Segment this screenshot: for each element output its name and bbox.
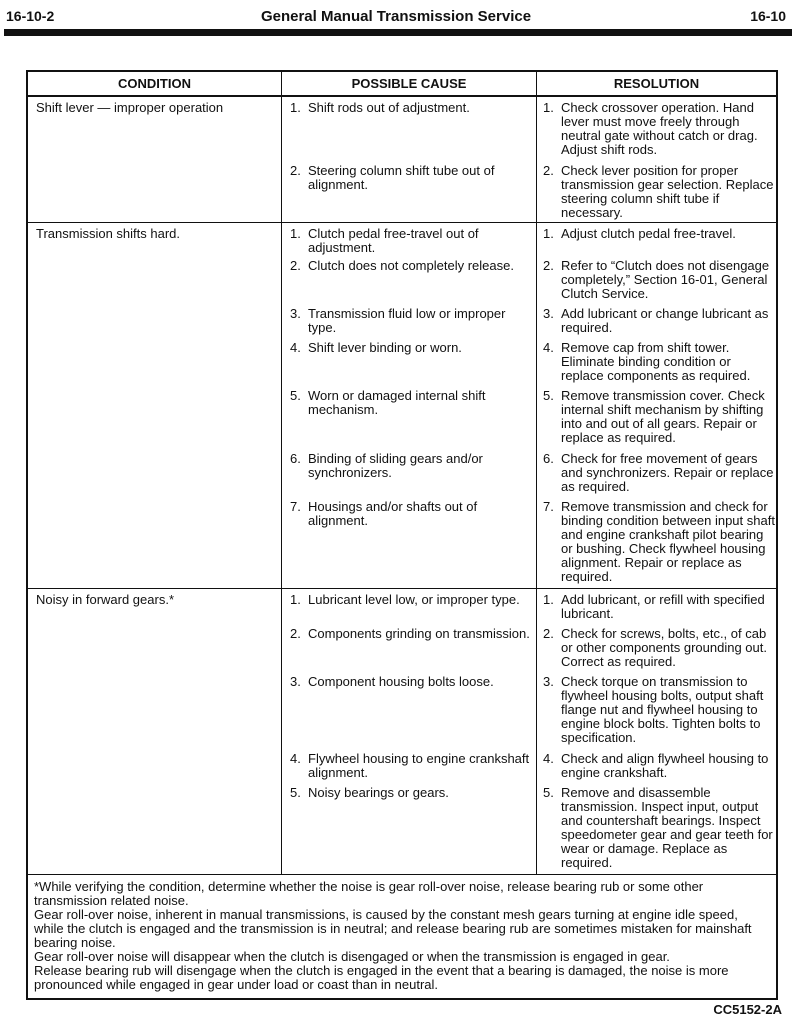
table-group bbox=[28, 223, 776, 589]
cause-item: 3. Transmission fluid low or improper type. bbox=[290, 306, 506, 335]
page-title: General Manual Transmission Service bbox=[260, 8, 532, 25]
footnote bbox=[28, 875, 776, 998]
cause-item: 5. Worn or damaged internal shift mechanism. bbox=[290, 388, 486, 417]
page-number-left: 16-10-2 bbox=[6, 8, 55, 24]
cause-item: 2. Components grinding on transmission. bbox=[290, 626, 530, 641]
resolution-item: 4. Check and align flywheel housing to engine crankshaft. bbox=[543, 751, 769, 780]
resolution-item: 1. Check crossover operation. Hand lever must move freely through neutral gate without catch or drag. Adjust shift rods. bbox=[543, 100, 758, 157]
table-group bbox=[28, 97, 776, 223]
cause-item: 3. Component housing bolts loose. bbox=[290, 674, 494, 689]
cause-item: 1. Clutch pedal free-travel out of adjustment. bbox=[290, 226, 479, 255]
cause-item: 7. Housings and/or shafts out of alignment. bbox=[290, 499, 478, 528]
figure-code: CC5152-2A bbox=[713, 1002, 782, 1017]
resolution-column bbox=[537, 97, 776, 222]
header-condition: CONDITION bbox=[28, 72, 282, 95]
resolution-item: 4. Remove cap from shift tower. Eliminate binding condition or replace components as required. bbox=[543, 340, 751, 383]
resolution-item: 3. Check torque on transmission to flywheel housing bolts, output shaft flange nut and flywheel housing to engine block bolts. Tighten bolts to specification. bbox=[543, 674, 764, 745]
resolution-item: 2. Check lever position for proper transmission gear selection. Replace steering column shift tube if necessary. bbox=[543, 163, 774, 220]
resolution-item: 6. Check for free movement of gears and synchronizers. Repair or replace as required. bbox=[543, 451, 774, 494]
cause-item: 4. Flywheel housing to engine crankshaft alignment. bbox=[290, 751, 530, 780]
footnote-paragraph: Release bearing rub will disengage when the clutch is engaged in the event that a bearing is damaged, the noise is more pronounced while engaged in gear under load or coast than in neutral. bbox=[34, 963, 729, 992]
cause-item: 1. Lubricant level low, or improper type. bbox=[290, 592, 520, 607]
header-possible-cause: POSSIBLE CAUSE bbox=[282, 72, 537, 95]
condition-cell: Transmission shifts hard. bbox=[28, 223, 282, 588]
cause-column bbox=[282, 97, 537, 222]
resolution-item: 7. Remove transmission and check for binding condition between input shaft and engine crankshaft pilot bearing or bushing. Check flywheel housing alignment. Repair or replace as required. bbox=[543, 499, 775, 584]
resolution-item: 5. Remove transmission cover. Check internal shift mechanism by shifting into and out of all gears. Repair or replace as required. bbox=[543, 388, 765, 445]
resolution-item: 5. Remove and disassemble transmission. Inspect input, output and countershaft bearings. Inspect speedometer gear and gear teeth for wear or damage. Replace as required. bbox=[543, 785, 773, 870]
cause-column bbox=[282, 223, 537, 588]
cause-item: 2. Clutch does not completely release. bbox=[290, 258, 514, 273]
table-group bbox=[28, 589, 776, 875]
resolution-column bbox=[537, 223, 776, 588]
condition-cell: Noisy in forward gears.* bbox=[28, 589, 282, 874]
resolution-item: 2. Refer to “Clutch does not disengage completely,” Section 16-01, General Clutch Service. bbox=[543, 258, 770, 301]
header-resolution: RESOLUTION bbox=[613, 76, 700, 91]
page-number-right: 16-10 bbox=[750, 8, 786, 24]
resolution-column bbox=[537, 589, 776, 874]
condition-cell: Shift lever — improper operation bbox=[28, 97, 282, 222]
cause-item: 5. Noisy bearings or gears. bbox=[290, 785, 449, 800]
diagnosis-table bbox=[26, 70, 778, 1000]
cause-item: 4. Shift lever binding or worn. bbox=[290, 340, 462, 355]
cause-item: 1. Shift rods out of adjustment. bbox=[290, 100, 470, 115]
resolution-item: 2. Check for screws, bolts, etc., of cab or other components grounding out. Correct as required. bbox=[543, 626, 767, 669]
cause-item: 6. Binding of sliding gears and/or synchronizers. bbox=[290, 451, 483, 480]
footnote-paragraph: Gear roll-over noise, inherent in manual transmissions, is caused by the constant mesh gears turning at engine idle speed, while the clutch is engaged and the transmission is in neutral; and release bearing rub are sometimes mistaken for mainshaft bearing noise. bbox=[34, 907, 752, 950]
resolution-item: 1. Adjust clutch pedal free-travel. bbox=[543, 226, 736, 241]
resolution-item: 3. Add lubricant or change lubricant as required. bbox=[543, 306, 769, 335]
cause-item: 2. Steering column shift tube out of alignment. bbox=[290, 163, 495, 192]
footnote-paragraph: Gear roll-over noise will disappear when the clutch is disengaged or when the transmission is engaged in gear. bbox=[34, 949, 670, 964]
footnote-paragraph: *While verifying the condition, determine whether the noise is gear roll-over noise, release bearing rub or some other transmission related noise. bbox=[34, 879, 704, 908]
resolution-item: 1. Add lubricant, or refill with specified lubricant. bbox=[543, 592, 765, 621]
header-rule bbox=[4, 29, 792, 36]
table-header bbox=[28, 72, 776, 97]
cause-column bbox=[282, 589, 537, 874]
